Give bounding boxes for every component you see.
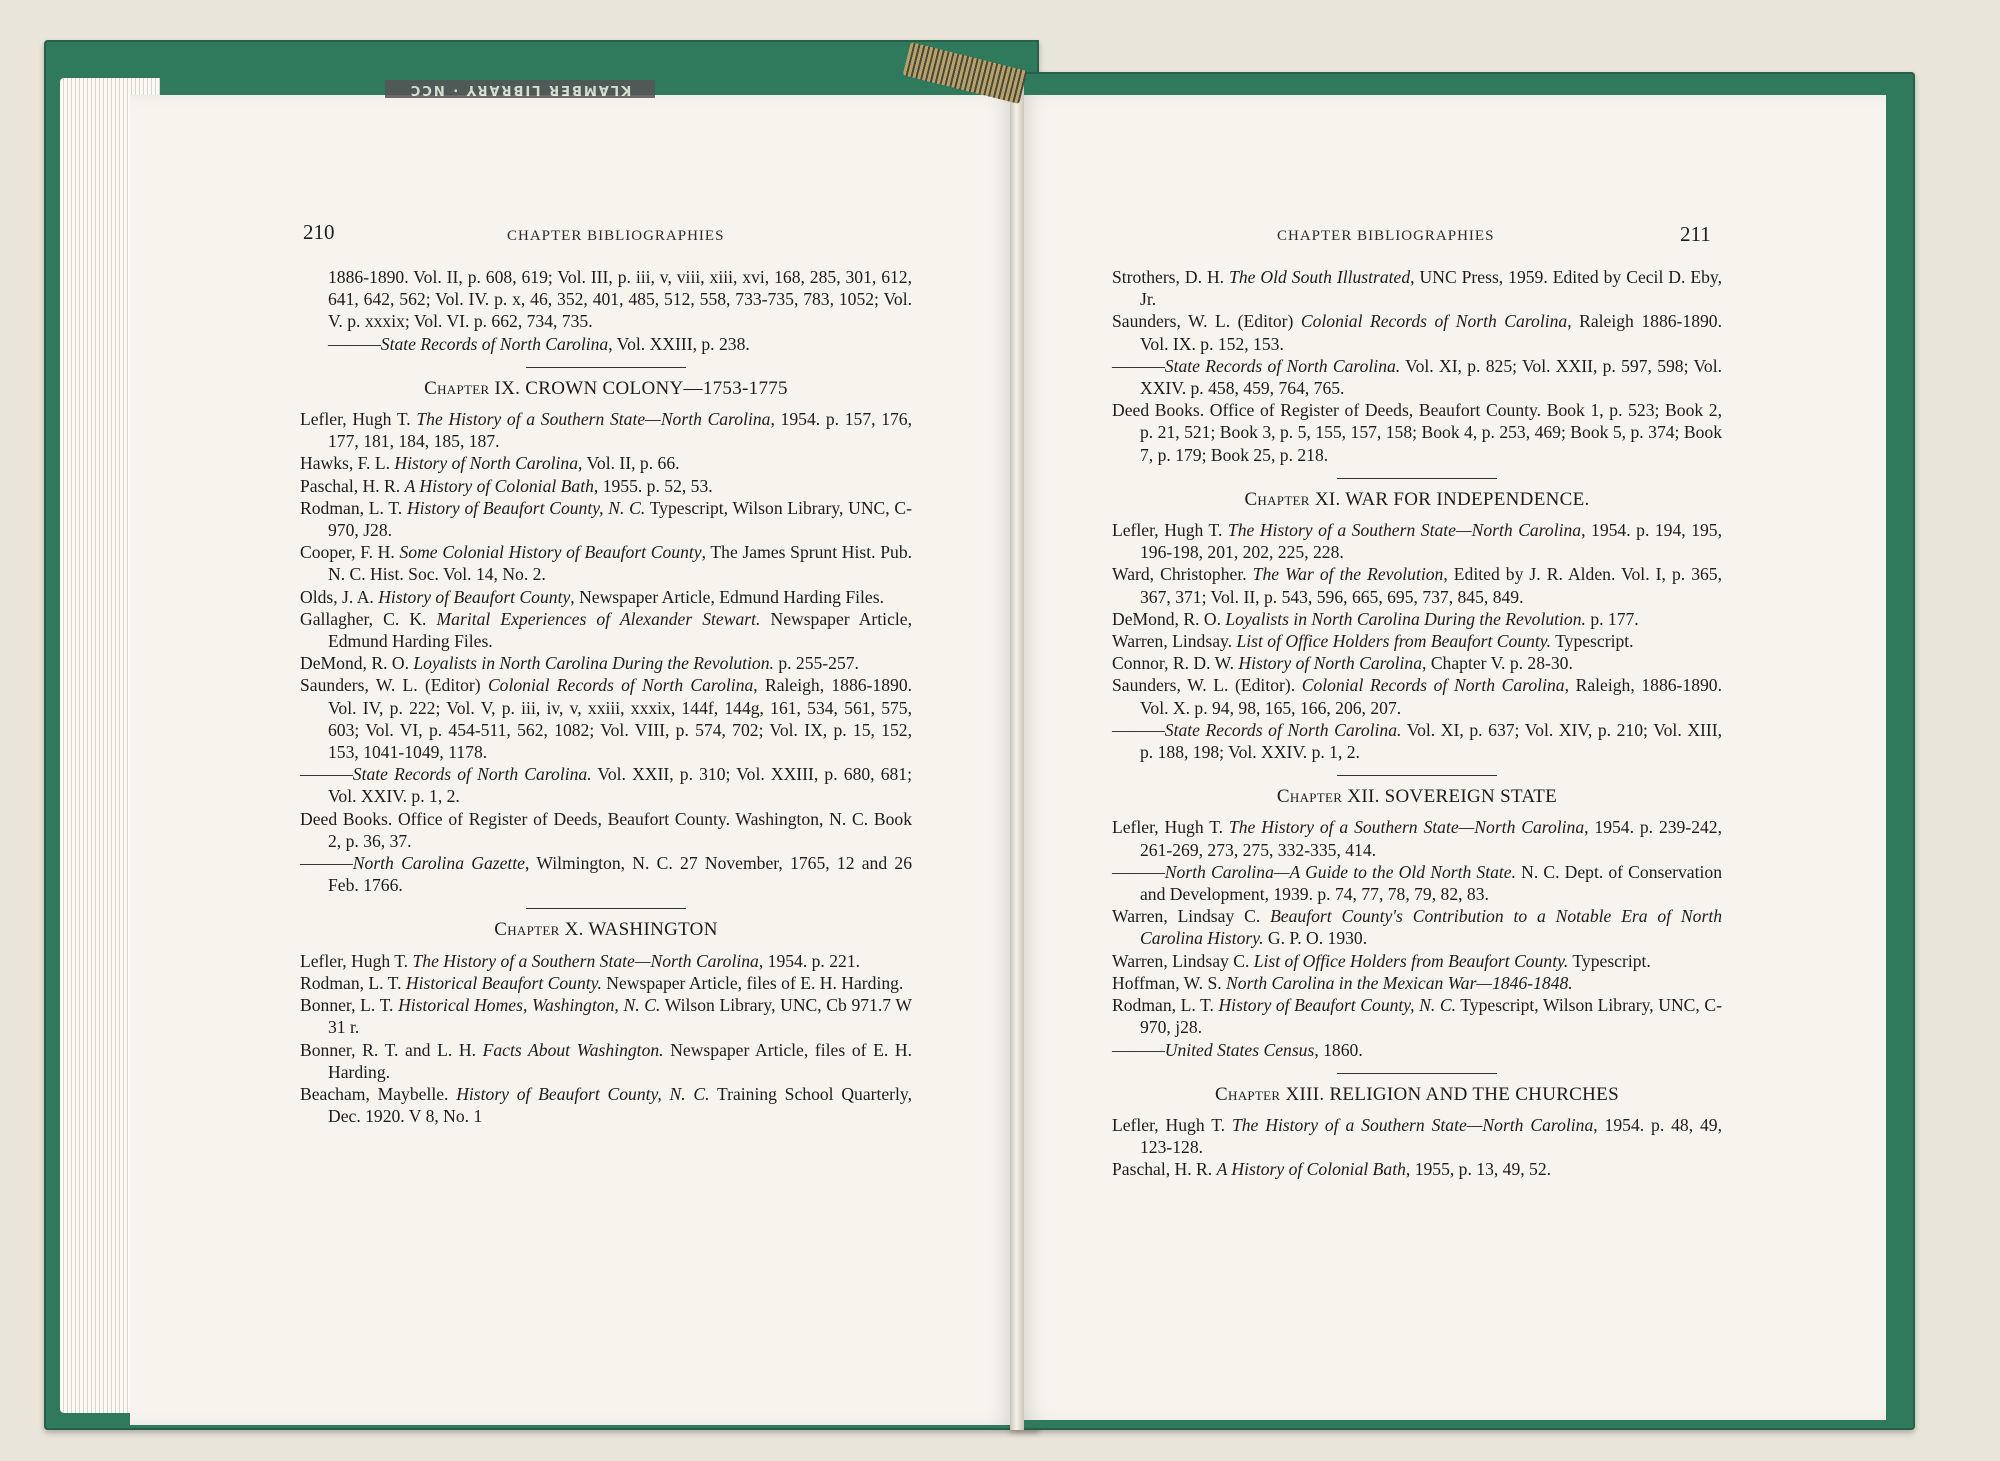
bibliography-entry: Paschal, H. R. A History of Colonial Bath, 1955, p. 13, 49, 52. [1112,1159,1552,1180]
bibliography-entry: ———North Carolina Gazette, Wilmington, N. C. 27 November, 1765, 12 and 26 Feb. 1766. [300,853,912,896]
section-divider [526,367,686,368]
section-divider [1337,775,1497,776]
bibliography-entry: Hoffman, W. S. North Carolina in the Mexican War—1846-1848. [1112,972,1573,993]
bibliography-entry: Warren, Lindsay C. List of Office Holders from Beaufort County. Typescript. [1112,950,1651,971]
chapter-title: X. WASHINGTON [564,919,718,941]
bibliography-entry: Rodman, L. T. Historical Beaufort County. Newspaper Article, files of E. H. Harding. [300,972,904,993]
section-divider [1337,1073,1497,1074]
bibliography-entry: Connor, R. D. W. History of North Carolina, Chapter V. p. 28-30. [1112,653,1573,674]
bibliography-entry: Gallagher, C. K. Marital Experiences of Alexander Stewart. Newspaper Article, Edmund Harding Files. [300,608,912,652]
bibliography-entry: Rodman, L. T. History of Beaufort County, N. C. Typescript, Wilson Library, UNC, C-970, J28. [300,497,913,541]
bibliography-entry: Warren, Lindsay. List of Office Holders from Beaufort County. Typescript. [1112,631,1634,652]
bibliography-entry: Warren, Lindsay C. Beaufort County's Contribution to a Notable Era of North Carolina History. G. P. O. 1930. [1112,906,1722,949]
chapter-label: Chapter [494,919,565,941]
chapter-title: XII. SOVEREIGN STATE [1347,786,1558,808]
right-bibliography-column [1112,266,1722,1181]
chapter-heading [1112,489,1722,511]
bibliography-entry: Strothers, D. H. The Old South Illustrated, UNC Press, 1959. Edited by Cecil D. Eby, Jr. [1112,267,1722,310]
library-stamp: KLAMBER LIBRARY · NCC [385,80,655,98]
bibliography-entry: Ward, Christopher. The War of the Revolution, Edited by J. R. Alden. Vol. I, p. 365, 367, 371; Vol. II, p. 543, 596, 665, 695, 737, 845, 849. [1112,564,1722,607]
bibliography-entry: Hawks, F. L. History of North Carolina, Vol. II, p. 66. [300,453,680,474]
bibliography-entry: Olds, J. A. History of Beaufort County, Newspaper Article, Edmund Harding Files. [300,586,884,607]
right-running-head: CHAPTER BIBLIOGRAPHIES [1277,228,1495,244]
section-divider [526,908,686,909]
chapter-label: Chapter [424,377,495,399]
book-gutter [1010,70,1024,1430]
bibliography-entry: Deed Books. Office of Register of Deeds, Beaufort County. Washington, N. C. Book 2, p. 36, 37. [300,808,912,851]
chapter-heading [1112,1084,1722,1106]
bibliography-entry: Lefler, Hugh T. The History of a Southern State—North Carolina, 1954. p. 157, 176, 177, 181, 184, 185, 187. [300,409,912,452]
chapter-title: XI. WAR FOR INDEPENDENCE. [1314,488,1590,510]
bibliography-entry: Saunders, W. L. (Editor) Colonial Records of North Carolina, Raleigh 1886-1890. Vol. IX. p. 152, 153. [1112,311,1722,354]
left-running-head: CHAPTER BIBLIOGRAPHIES [507,228,725,244]
bibliography-entry: ———State Records of North Carolina. Vol. XXII, p. 310; Vol. XXIII, p. 680, 681; Vol. XXIV. p. 1, 2. [300,764,912,807]
bibliography-entry: ———State Records of North Carolina. Vol. XI, p. 637; Vol. XIV, p. 210; Vol. XIII, p. 188, 198; Vol. XXIV. p. 1, 2. [1112,719,1722,763]
bibliography-entry: Lefler, Hugh T. The History of a Southern State—North Carolina, 1954. p. 239-242, 261-269, 273, 275, 332-335, 414. [1112,817,1722,860]
bibliography-entry: DeMond, R. O. Loyalists in North Carolina During the Revolution. p. 177. [1112,608,1639,629]
bibliography-entry: Rodman, L. T. History of Beaufort County, N. C. Typescript, Wilson Library, UNC, C-970, j28. [1112,995,1723,1038]
section-divider [1337,478,1497,479]
bibliography-entry: Saunders, W. L. (Editor) Colonial Records of North Carolina, Raleigh, 1886-1890. Vol. IV, p. 222; Vol. V, p. iii, iv, v, xxiii, xxxix, 144f, 144g, 161, 534, 561, 575, 603; Vol. VI, p. 454-511, 562, 1082; Vol. VIII, p. 574, 702; Vol. IX, p. 15, 152, 153, 1041-1049, 1178. [300,675,913,763]
bibliography-entry: Lefler, Hugh T. The History of a Southern State—North Carolina, 1954. p. 48, 49, 123-128. [1112,1114,1722,1158]
bibliography-entry: DeMond, R. O. Loyalists in North Carolina During the Revolution. p. 255-257. [300,653,859,674]
bibliography-entry: Cooper, F. H. Some Colonial History of Beaufort County, The James Sprunt Hist. Pub. N. C. Hist. Soc. Vol. 14, No. 2. [300,542,913,585]
chapter-label: Chapter [1276,786,1348,808]
bibliography-entry: ———State Records of North Carolina, Vol. XXIII, p. 238. [328,333,750,354]
bibliography-entry: Saunders, W. L. (Editor). Colonial Records of North Carolina, Raleigh, 1886-1890. Vol. X. p. 94, 98, 165, 166, 206, 207. [1112,675,1722,718]
chapter-heading [300,378,912,400]
chapter-heading [1112,786,1722,808]
chapter-label: Chapter [1215,1083,1286,1105]
bibliography-entry: Bonner, R. T. and L. H. Facts About Washington. Newspaper Article, files of E. H. Harding. [300,1039,913,1082]
bibliography-entry: Lefler, Hugh T. The History of a Southern State—North Carolina, 1954. p. 194, 195, 196-198, 201, 202, 225, 228. [1112,520,1722,563]
chapter-title: XIII. RELIGION AND THE CHURCHES [1285,1083,1619,1105]
bibliography-entry: Deed Books. Office of Register of Deeds, Beaufort County. Book 1, p. 523; Book 2, p. 21, 521; Book 3, p. 5, 155, 157, 158; Book 4, p. 253, 469; Book 5, p. 374; Book 7, p. 179; Book 25, p. 218. [1112,400,1722,465]
chapter-label: Chapter [1244,488,1315,510]
bibliography-entry: Beacham, Maybelle. History of Beaufort County, N. C. Training School Quarterly, Dec. 1920. V 8, No. 1 [300,1083,912,1127]
left-bibliography-column [300,266,912,1127]
bibliography-entry: ———North Carolina—A Guide to the Old North State. N. C. Dept. of Conservation and Development, 1939. p. 74, 77, 78, 79, 82, 83. [1112,861,1722,905]
chapter-title: IX. CROWN COLONY—1753-1775 [494,377,788,399]
chapter-heading [300,919,912,941]
bibliography-entry: 1886-1890. Vol. II, p. 608, 619; Vol. III, p. iii, v, viii, xiii, xvi, 168, 285, 301, 612, 641, 642, 562; Vol. IV. p. x, 46, 352, 401, 485, 512, 558, 733-735, 783, 1052; Vol. V. p. xxxix; Vol. VI. p. 662, 734, 735. [328,267,912,332]
bibliography-entry: Paschal, H. R. A History of Colonial Bath, 1955. p. 52, 53. [300,475,713,496]
bibliography-entry: Lefler, Hugh T. The History of a Southern State—North Carolina, 1954. p. 221. [300,950,861,971]
right-page-number: 211 [1680,222,1711,246]
bibliography-entry: ———United States Census, 1860. [1112,1039,1363,1060]
left-page-number: 210 [303,220,335,244]
bibliography-entry: ———State Records of North Carolina. Vol. XI, p. 825; Vol. XXII, p. 597, 598; Vol. XXIV. p. 458, 459, 764, 765. [1112,355,1722,399]
bibliography-entry: Bonner, L. T. Historical Homes, Washington, N. C. Wilson Library, UNC, Cb 971.7 W 31 r. [300,995,912,1038]
